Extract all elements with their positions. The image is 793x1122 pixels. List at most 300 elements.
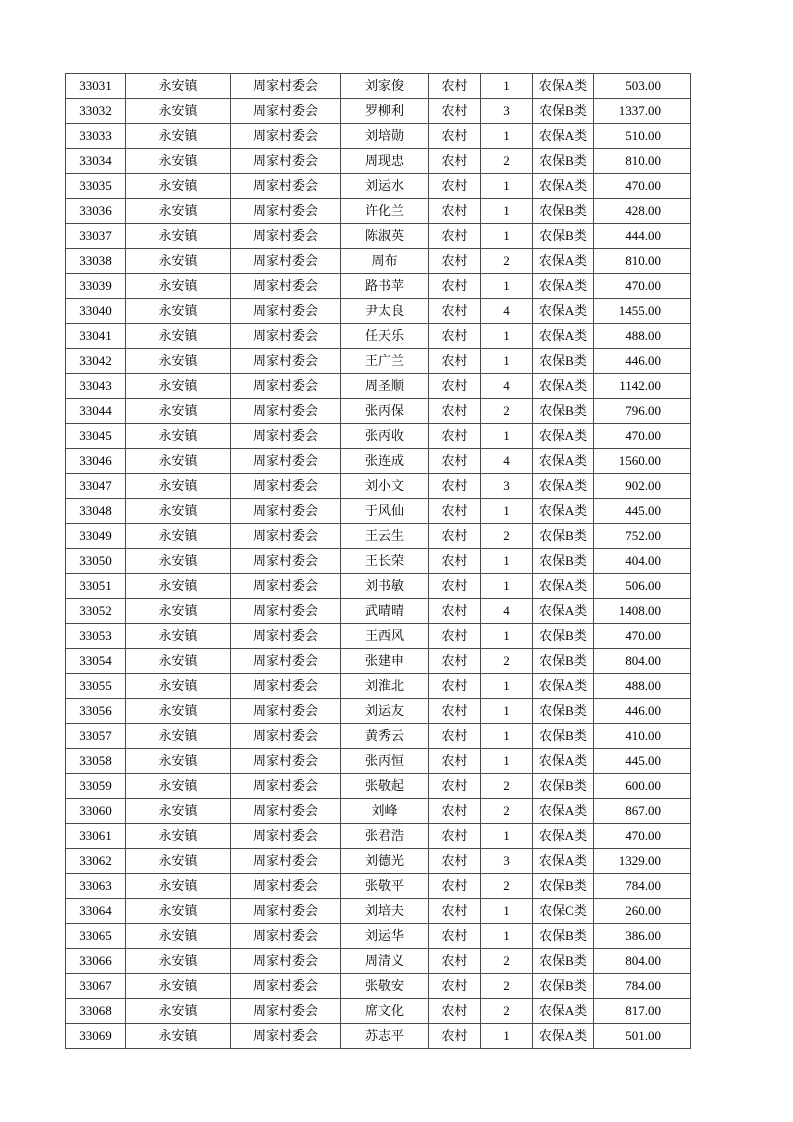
table-cell-residence: 农村 (429, 224, 481, 249)
table-cell-name: 张连成 (341, 449, 429, 474)
table-cell-category: 农保B类 (533, 624, 594, 649)
table-cell-village: 周家村委会 (231, 324, 341, 349)
table-cell-id: 33034 (66, 149, 126, 174)
table-row (66, 74, 691, 99)
table-row (66, 499, 691, 524)
table-cell-category: 农保B类 (533, 99, 594, 124)
table-cell-village: 周家村委会 (231, 849, 341, 874)
table-cell-village: 周家村委会 (231, 749, 341, 774)
table-cell-amount: 600.00 (594, 774, 691, 799)
table-cell-name: 许化兰 (341, 199, 429, 224)
table-cell-town: 永安镇 (126, 124, 231, 149)
table-cell-amount: 503.00 (594, 74, 691, 99)
table-cell-name: 张建申 (341, 649, 429, 674)
table-cell-count: 1 (481, 724, 533, 749)
table-cell-amount: 1337.00 (594, 99, 691, 124)
table-row (66, 99, 691, 124)
table-cell-count: 1 (481, 424, 533, 449)
table-cell-amount: 470.00 (594, 174, 691, 199)
table-row (66, 999, 691, 1024)
table-cell-village: 周家村委会 (231, 1024, 341, 1049)
table-cell-name: 刘书敏 (341, 574, 429, 599)
table-cell-town: 永安镇 (126, 649, 231, 674)
table-row (66, 624, 691, 649)
table-cell-town: 永安镇 (126, 349, 231, 374)
table-row (66, 124, 691, 149)
table-cell-town: 永安镇 (126, 949, 231, 974)
table-cell-id: 33057 (66, 724, 126, 749)
table-cell-village: 周家村委会 (231, 724, 341, 749)
table-cell-category: 农保A类 (533, 674, 594, 699)
table-cell-residence: 农村 (429, 524, 481, 549)
table-cell-count: 1 (481, 624, 533, 649)
table-cell-id: 33032 (66, 99, 126, 124)
table-cell-count: 4 (481, 374, 533, 399)
table-cell-village: 周家村委会 (231, 249, 341, 274)
table-cell-id: 33038 (66, 249, 126, 274)
table-cell-residence: 农村 (429, 699, 481, 724)
table-cell-category: 农保A类 (533, 249, 594, 274)
table-cell-id: 33066 (66, 949, 126, 974)
table-row (66, 174, 691, 199)
table-cell-name: 王广兰 (341, 349, 429, 374)
table-cell-town: 永安镇 (126, 724, 231, 749)
table-cell-amount: 804.00 (594, 649, 691, 674)
table-cell-amount: 404.00 (594, 549, 691, 574)
table-cell-id: 33049 (66, 524, 126, 549)
table-cell-residence: 农村 (429, 449, 481, 474)
table-cell-name: 苏志平 (341, 1024, 429, 1049)
table-cell-id: 33043 (66, 374, 126, 399)
table-row (66, 424, 691, 449)
table-cell-count: 3 (481, 99, 533, 124)
table-cell-name: 刘培夫 (341, 899, 429, 924)
table-cell-count: 2 (481, 649, 533, 674)
table-cell-id: 33033 (66, 124, 126, 149)
table-cell-residence: 农村 (429, 324, 481, 349)
table-cell-category: 农保C类 (533, 899, 594, 924)
table-cell-town: 永安镇 (126, 849, 231, 874)
table-cell-id: 33041 (66, 324, 126, 349)
table-row (66, 949, 691, 974)
table-cell-residence: 农村 (429, 349, 481, 374)
table-cell-village: 周家村委会 (231, 524, 341, 549)
table-cell-town: 永安镇 (126, 149, 231, 174)
table-cell-count: 1 (481, 274, 533, 299)
table-cell-residence: 农村 (429, 424, 481, 449)
table-cell-category: 农保A类 (533, 849, 594, 874)
table-cell-village: 周家村委会 (231, 174, 341, 199)
table-cell-category: 农保A类 (533, 299, 594, 324)
table-cell-town: 永安镇 (126, 999, 231, 1024)
table-cell-village: 周家村委会 (231, 599, 341, 624)
table-cell-village: 周家村委会 (231, 274, 341, 299)
table-cell-name: 刘运水 (341, 174, 429, 199)
table-row (66, 249, 691, 274)
table-cell-id: 33052 (66, 599, 126, 624)
table-cell-town: 永安镇 (126, 799, 231, 824)
table-cell-amount: 470.00 (594, 424, 691, 449)
table-cell-count: 2 (481, 524, 533, 549)
table-cell-amount: 386.00 (594, 924, 691, 949)
table-cell-town: 永安镇 (126, 549, 231, 574)
table-cell-amount: 470.00 (594, 624, 691, 649)
table-row (66, 149, 691, 174)
table-cell-category: 农保B类 (533, 874, 594, 899)
table-cell-category: 农保A类 (533, 374, 594, 399)
table-cell-id: 33044 (66, 399, 126, 424)
table-cell-town: 永安镇 (126, 299, 231, 324)
table-cell-name: 张敬平 (341, 874, 429, 899)
table-cell-name: 路书苹 (341, 274, 429, 299)
table-cell-village: 周家村委会 (231, 224, 341, 249)
table-cell-amount: 501.00 (594, 1024, 691, 1049)
table-cell-town: 永安镇 (126, 274, 231, 299)
table-cell-count: 2 (481, 999, 533, 1024)
table-cell-id: 33056 (66, 699, 126, 724)
table-cell-category: 农保B类 (533, 924, 594, 949)
table-cell-category: 农保A类 (533, 174, 594, 199)
table-cell-amount: 506.00 (594, 574, 691, 599)
table-cell-name: 刘运友 (341, 699, 429, 724)
table-cell-village: 周家村委会 (231, 449, 341, 474)
table-cell-residence: 农村 (429, 574, 481, 599)
table-cell-count: 3 (481, 474, 533, 499)
table-cell-amount: 804.00 (594, 949, 691, 974)
table-cell-residence: 农村 (429, 174, 481, 199)
table-cell-id: 33058 (66, 749, 126, 774)
table-cell-count: 4 (481, 299, 533, 324)
table-cell-residence: 农村 (429, 1024, 481, 1049)
table-cell-town: 永安镇 (126, 699, 231, 724)
table-cell-town: 永安镇 (126, 499, 231, 524)
table-cell-category: 农保A类 (533, 424, 594, 449)
table-cell-id: 33065 (66, 924, 126, 949)
table-cell-category: 农保A类 (533, 274, 594, 299)
table-row (66, 674, 691, 699)
table-cell-residence: 农村 (429, 149, 481, 174)
table-cell-village: 周家村委会 (231, 624, 341, 649)
table-cell-residence: 农村 (429, 774, 481, 799)
table-cell-category: 农保A类 (533, 799, 594, 824)
table-cell-village: 周家村委会 (231, 124, 341, 149)
table-cell-amount: 1329.00 (594, 849, 691, 874)
table-row (66, 1024, 691, 1049)
table-cell-count: 2 (481, 799, 533, 824)
table-cell-category: 农保B类 (533, 149, 594, 174)
table-cell-amount: 902.00 (594, 474, 691, 499)
table-cell-category: 农保A类 (533, 324, 594, 349)
table-cell-id: 33048 (66, 499, 126, 524)
table-cell-town: 永安镇 (126, 224, 231, 249)
table-cell-category: 农保A类 (533, 449, 594, 474)
table-cell-amount: 446.00 (594, 349, 691, 374)
table-row (66, 549, 691, 574)
table-cell-village: 周家村委会 (231, 774, 341, 799)
table-cell-village: 周家村委会 (231, 424, 341, 449)
table-cell-count: 2 (481, 149, 533, 174)
table-cell-village: 周家村委会 (231, 974, 341, 999)
table-cell-category: 农保B类 (533, 949, 594, 974)
table-cell-town: 永安镇 (126, 99, 231, 124)
table-cell-town: 永安镇 (126, 874, 231, 899)
table-cell-id: 33031 (66, 74, 126, 99)
table-cell-village: 周家村委会 (231, 824, 341, 849)
table-row (66, 299, 691, 324)
table-row (66, 574, 691, 599)
table-row (66, 399, 691, 424)
table-cell-category: 农保B类 (533, 724, 594, 749)
table-cell-name: 刘峰 (341, 799, 429, 824)
table-cell-village: 周家村委会 (231, 574, 341, 599)
table-row (66, 324, 691, 349)
table-cell-count: 1 (481, 1024, 533, 1049)
table-cell-count: 1 (481, 674, 533, 699)
table-cell-amount: 488.00 (594, 324, 691, 349)
table-cell-count: 1 (481, 699, 533, 724)
table-cell-name: 张敬起 (341, 774, 429, 799)
table-cell-category: 农保B类 (533, 699, 594, 724)
table-cell-category: 农保B类 (533, 224, 594, 249)
table-cell-town: 永安镇 (126, 399, 231, 424)
table-cell-category: 农保A类 (533, 599, 594, 624)
table-cell-village: 周家村委会 (231, 474, 341, 499)
table-cell-count: 1 (481, 124, 533, 149)
table-cell-town: 永安镇 (126, 324, 231, 349)
table-cell-village: 周家村委会 (231, 649, 341, 674)
table-cell-amount: 470.00 (594, 824, 691, 849)
table-cell-amount: 1142.00 (594, 374, 691, 399)
table-cell-amount: 445.00 (594, 749, 691, 774)
table-row (66, 749, 691, 774)
table-cell-name: 张丙收 (341, 424, 429, 449)
table-cell-id: 33051 (66, 574, 126, 599)
table-cell-town: 永安镇 (126, 824, 231, 849)
table-row (66, 974, 691, 999)
table-cell-town: 永安镇 (126, 774, 231, 799)
table-cell-name: 周清义 (341, 949, 429, 974)
table-cell-residence: 农村 (429, 199, 481, 224)
table-cell-residence: 农村 (429, 674, 481, 699)
table-cell-village: 周家村委会 (231, 74, 341, 99)
table-cell-amount: 784.00 (594, 974, 691, 999)
table-cell-amount: 260.00 (594, 899, 691, 924)
table-body (66, 74, 691, 1049)
table-cell-name: 罗柳利 (341, 99, 429, 124)
table-cell-amount: 446.00 (594, 699, 691, 724)
table-cell-amount: 470.00 (594, 274, 691, 299)
benefit-roster-table (65, 73, 691, 1049)
table-cell-name: 周布 (341, 249, 429, 274)
table-cell-village: 周家村委会 (231, 374, 341, 399)
table-cell-id: 33062 (66, 849, 126, 874)
table-cell-amount: 796.00 (594, 399, 691, 424)
table-cell-town: 永安镇 (126, 74, 231, 99)
table-cell-id: 33047 (66, 474, 126, 499)
table-row (66, 224, 691, 249)
table-cell-id: 33053 (66, 624, 126, 649)
table-cell-id: 33055 (66, 674, 126, 699)
table-cell-category: 农保B类 (533, 549, 594, 574)
table-row (66, 199, 691, 224)
table-cell-name: 王云生 (341, 524, 429, 549)
table-cell-count: 3 (481, 849, 533, 874)
table-cell-residence: 农村 (429, 724, 481, 749)
table-cell-id: 33054 (66, 649, 126, 674)
table-cell-category: 农保A类 (533, 574, 594, 599)
table-cell-town: 永安镇 (126, 899, 231, 924)
table-cell-residence: 农村 (429, 799, 481, 824)
table-cell-name: 周现忠 (341, 149, 429, 174)
table-cell-town: 永安镇 (126, 524, 231, 549)
table-cell-category: 农保B类 (533, 774, 594, 799)
table-cell-name: 张丙恒 (341, 749, 429, 774)
table-cell-village: 周家村委会 (231, 949, 341, 974)
table-cell-village: 周家村委会 (231, 199, 341, 224)
table-cell-village: 周家村委会 (231, 149, 341, 174)
table-cell-category: 农保B类 (533, 349, 594, 374)
table-cell-residence: 农村 (429, 824, 481, 849)
table-cell-category: 农保B类 (533, 199, 594, 224)
table-cell-town: 永安镇 (126, 574, 231, 599)
table-cell-count: 2 (481, 399, 533, 424)
table-cell-town: 永安镇 (126, 1024, 231, 1049)
table-cell-count: 4 (481, 449, 533, 474)
table-cell-town: 永安镇 (126, 599, 231, 624)
table-cell-category: 农保B类 (533, 524, 594, 549)
table-cell-id: 33046 (66, 449, 126, 474)
table-cell-count: 4 (481, 599, 533, 624)
table-cell-village: 周家村委会 (231, 924, 341, 949)
table-cell-id: 33045 (66, 424, 126, 449)
table-cell-residence: 农村 (429, 624, 481, 649)
table-cell-name: 刘家俊 (341, 74, 429, 99)
table-cell-category: 农保B类 (533, 649, 594, 674)
table-cell-id: 33064 (66, 899, 126, 924)
table-cell-id: 33040 (66, 299, 126, 324)
table-cell-town: 永安镇 (126, 374, 231, 399)
table-cell-residence: 农村 (429, 999, 481, 1024)
table-cell-name: 刘淮北 (341, 674, 429, 699)
table-cell-name: 尹太良 (341, 299, 429, 324)
table-cell-residence: 农村 (429, 499, 481, 524)
table-row (66, 874, 691, 899)
table-cell-village: 周家村委会 (231, 699, 341, 724)
table-cell-amount: 817.00 (594, 999, 691, 1024)
table-cell-name: 张君浩 (341, 824, 429, 849)
table-cell-village: 周家村委会 (231, 99, 341, 124)
table-cell-amount: 752.00 (594, 524, 691, 549)
table-cell-village: 周家村委会 (231, 299, 341, 324)
table-cell-count: 1 (481, 549, 533, 574)
table-cell-id: 33063 (66, 874, 126, 899)
table-cell-town: 永安镇 (126, 624, 231, 649)
table-cell-amount: 810.00 (594, 149, 691, 174)
table-row (66, 824, 691, 849)
table-cell-id: 33042 (66, 349, 126, 374)
table-row (66, 774, 691, 799)
table-cell-residence: 农村 (429, 549, 481, 574)
table-cell-amount: 488.00 (594, 674, 691, 699)
table-row (66, 374, 691, 399)
table-cell-id: 33069 (66, 1024, 126, 1049)
table-cell-count: 1 (481, 749, 533, 774)
table-cell-residence: 农村 (429, 249, 481, 274)
table-cell-count: 2 (481, 774, 533, 799)
table-cell-village: 周家村委会 (231, 799, 341, 824)
table-cell-residence: 农村 (429, 74, 481, 99)
table-row (66, 899, 691, 924)
table-cell-residence: 农村 (429, 599, 481, 624)
table-cell-name: 任天乐 (341, 324, 429, 349)
table-cell-count: 1 (481, 174, 533, 199)
table-cell-amount: 428.00 (594, 199, 691, 224)
table-cell-id: 33037 (66, 224, 126, 249)
table-cell-category: 农保A类 (533, 824, 594, 849)
table-cell-residence: 农村 (429, 299, 481, 324)
table-cell-residence: 农村 (429, 474, 481, 499)
table-cell-count: 1 (481, 574, 533, 599)
table-cell-category: 农保A类 (533, 749, 594, 774)
table-cell-residence: 农村 (429, 124, 481, 149)
table-cell-count: 1 (481, 74, 533, 99)
table-cell-town: 永安镇 (126, 974, 231, 999)
table-cell-name: 于风仙 (341, 499, 429, 524)
table-cell-residence: 农村 (429, 99, 481, 124)
table-cell-count: 1 (481, 899, 533, 924)
table-cell-id: 33050 (66, 549, 126, 574)
table-cell-name: 王西风 (341, 624, 429, 649)
table-cell-amount: 1455.00 (594, 299, 691, 324)
table-cell-amount: 445.00 (594, 499, 691, 524)
table-row (66, 599, 691, 624)
table-cell-count: 1 (481, 349, 533, 374)
table-cell-id: 33061 (66, 824, 126, 849)
table-cell-category: 农保B类 (533, 399, 594, 424)
table-cell-name: 刘小文 (341, 474, 429, 499)
table-cell-village: 周家村委会 (231, 674, 341, 699)
table-row (66, 349, 691, 374)
table-cell-residence: 农村 (429, 874, 481, 899)
table-cell-town: 永安镇 (126, 474, 231, 499)
table-cell-category: 农保A类 (533, 124, 594, 149)
table-cell-name: 席文化 (341, 999, 429, 1024)
table-cell-amount: 410.00 (594, 724, 691, 749)
table-cell-town: 永安镇 (126, 424, 231, 449)
table-row (66, 799, 691, 824)
table-cell-residence: 农村 (429, 749, 481, 774)
table-cell-residence: 农村 (429, 949, 481, 974)
table-cell-count: 2 (481, 874, 533, 899)
table-cell-category: 农保A类 (533, 74, 594, 99)
table-cell-name: 武晴晴 (341, 599, 429, 624)
table-cell-id: 33035 (66, 174, 126, 199)
table-cell-category: 农保A类 (533, 499, 594, 524)
table-cell-id: 33036 (66, 199, 126, 224)
table-cell-residence: 农村 (429, 374, 481, 399)
table-cell-name: 刘运华 (341, 924, 429, 949)
table-cell-category: 农保A类 (533, 999, 594, 1024)
table-cell-residence: 农村 (429, 849, 481, 874)
table-cell-village: 周家村委会 (231, 874, 341, 899)
table-row (66, 849, 691, 874)
table-cell-count: 1 (481, 924, 533, 949)
table-cell-amount: 510.00 (594, 124, 691, 149)
table-cell-village: 周家村委会 (231, 999, 341, 1024)
table-cell-count: 1 (481, 324, 533, 349)
table-cell-id: 33059 (66, 774, 126, 799)
table-cell-amount: 1560.00 (594, 449, 691, 474)
